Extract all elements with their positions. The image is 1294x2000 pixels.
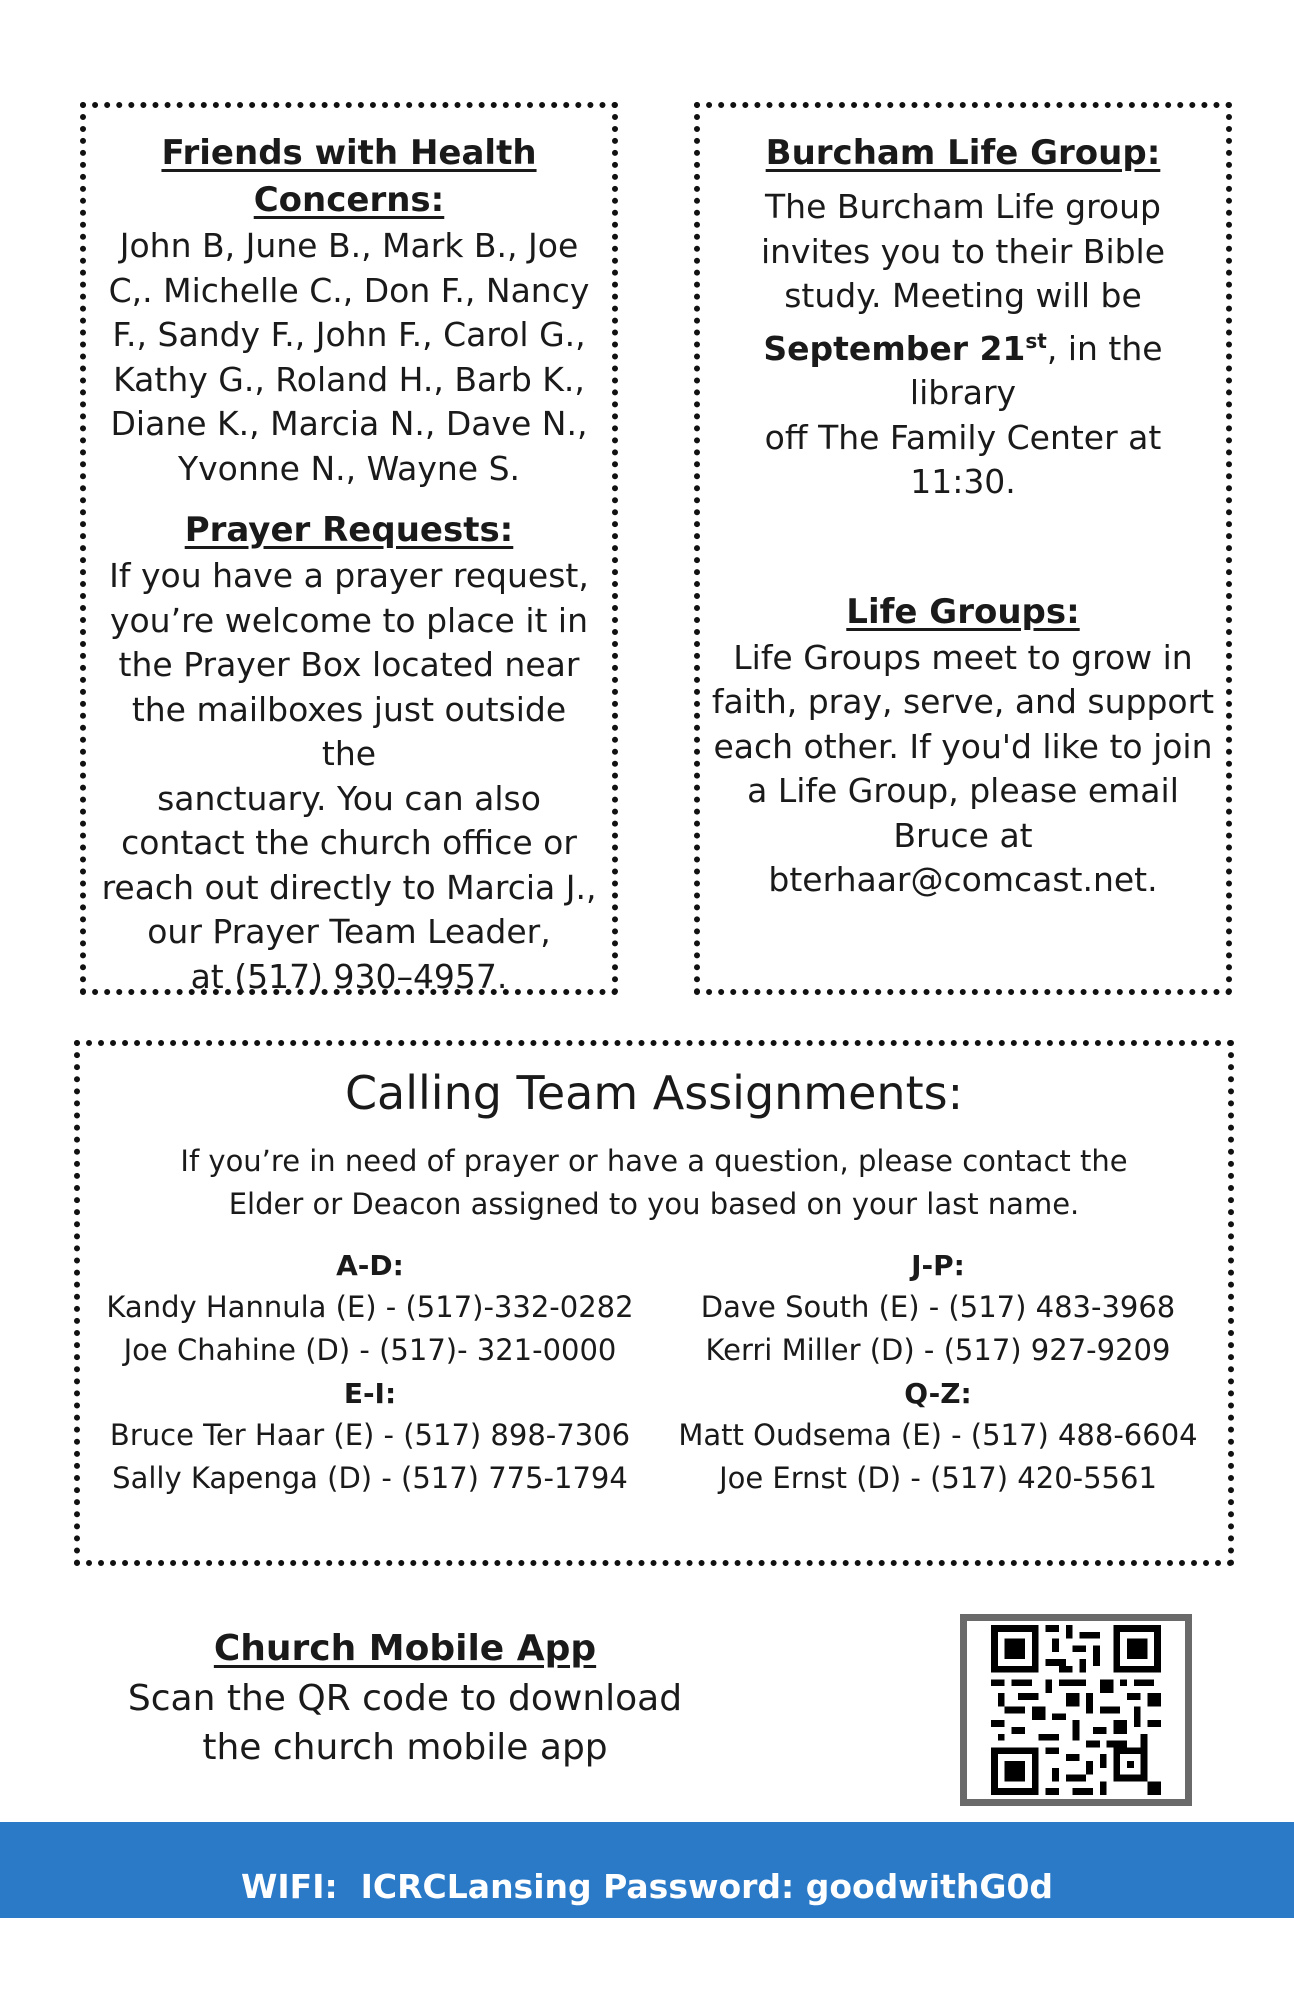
- app-line: the church mobile app: [202, 1727, 608, 1768]
- health-names: [100, 224, 598, 491]
- life-groups-line: Bruce at: [893, 815, 1033, 855]
- health-prayer-box: [80, 102, 618, 995]
- meeting-date-suffix: st: [1025, 328, 1047, 353]
- app-line: Scan the QR code to download: [127, 1678, 683, 1719]
- qr-code-icon[interactable]: [991, 1625, 1161, 1795]
- prayer-text: [100, 554, 598, 999]
- burcham-text: [708, 185, 1218, 505]
- life-groups-text: [708, 636, 1218, 903]
- life-groups-line: a Life Group, please email: [747, 771, 1179, 810]
- prayer-line: the mailboxes just outside the: [131, 689, 567, 773]
- contact-entry: Joe Ernst (D) - (517) 420-5561: [719, 1461, 1157, 1495]
- life-groups-line: each other. If you'd like to join: [713, 726, 1213, 766]
- health-title-line1: Friends with Health: [161, 133, 537, 173]
- prayer-line: If you have a prayer request,: [109, 556, 589, 595]
- contact-entry: Matt Oudsema (E) - (517) 488-6604: [678, 1418, 1198, 1452]
- range-label: A-D:: [336, 1249, 404, 1282]
- calling-right-column: [668, 1244, 1208, 1500]
- health-names-line: John B, June B., Mark B., Joe: [119, 226, 579, 265]
- contact-entry: Bruce Ter Haar (E) - (517) 898-7306: [109, 1418, 631, 1452]
- burcham-title: Burcham Life Group:: [765, 133, 1161, 173]
- contact-email[interactable]: bterhaar@comcast.net.: [768, 860, 1158, 899]
- range-label: Q-Z:: [904, 1377, 972, 1410]
- app-title: Church Mobile App: [213, 1628, 597, 1669]
- contact-entry: Dave South (E) - (517) 483-3968: [700, 1290, 1176, 1324]
- burcham-date-line: [708, 319, 1218, 416]
- burcham-line: off The Family Center at 11:30.: [764, 417, 1162, 501]
- prayer-line: contact the church office or: [121, 823, 577, 862]
- prayer-line: the Prayer Box located near: [118, 645, 580, 684]
- range-label: J-P:: [911, 1249, 965, 1282]
- burcham-life-groups-box: [694, 102, 1232, 995]
- life-groups-line: Life Groups meet to grow in: [733, 637, 1193, 677]
- prayer-title: Prayer Requests:: [184, 510, 514, 550]
- health-names-line: Kathy G., Roland H., Barb K.,: [113, 359, 585, 399]
- prayer-line: sanctuary. You can also: [157, 778, 541, 818]
- health-names-line: F., Sandy F., John F., Carol G.,: [112, 315, 586, 354]
- burcham-line: study. Meeting will be: [784, 276, 1142, 315]
- calling-description: [100, 1140, 1208, 1226]
- calling-columns: [100, 1244, 1208, 1500]
- health-title-line2: Concerns:: [253, 180, 445, 220]
- health-names-line: Yvonne N., Wayne S.: [177, 448, 521, 488]
- contact-entry: Joe Chahine (D) - (517)- 321-0000: [123, 1333, 617, 1367]
- calling-desc-line: Elder or Deacon assigned to you based on your last name.: [228, 1187, 1080, 1221]
- meeting-date: September 21: [763, 328, 1026, 368]
- contact-entry: Kandy Hannula (E) - (517)-332-0282: [106, 1290, 634, 1324]
- range-label: E-I:: [343, 1377, 397, 1410]
- prayer-line: you’re welcome to place it in: [109, 600, 589, 640]
- prayer-line: our Prayer Team Leader,: [147, 912, 551, 951]
- mobile-app-section: [110, 1624, 700, 1772]
- burcham-line: , in the library: [909, 328, 1163, 412]
- calling-desc-line: If you’re in need of prayer or have a question, please contact the: [180, 1144, 1128, 1178]
- qr-code-frame[interactable]: [960, 1614, 1192, 1806]
- contact-entry: Kerri Miller (D) - (517) 927-9209: [705, 1333, 1171, 1367]
- health-names-line: Diane K., Marcia N., Dave N.,: [110, 404, 588, 443]
- health-names-line: C,. Michelle C., Don F., Nancy: [108, 270, 590, 310]
- burcham-line: The Burcham Life group: [765, 187, 1161, 226]
- calling-team-box: [74, 1040, 1234, 1566]
- wifi-banner: [0, 1822, 1294, 1918]
- life-groups-title: Life Groups:: [846, 591, 1080, 632]
- calling-title: Calling Team Assignments:: [344, 1066, 964, 1120]
- contact-entry: Sally Kapenga (D) - (517) 775-1794: [112, 1461, 628, 1495]
- life-groups-line: faith, pray, serve, and support: [711, 682, 1215, 721]
- wifi-text: WIFI: ICRCLansing Password: goodwithG0d: [240, 1867, 1054, 1906]
- prayer-line: at (517) 930–4957.: [190, 956, 508, 996]
- calling-left-column: [100, 1244, 640, 1500]
- prayer-line: reach out directly to Marcia J.,: [101, 867, 597, 907]
- burcham-line: invites you to their Bible: [760, 231, 1166, 271]
